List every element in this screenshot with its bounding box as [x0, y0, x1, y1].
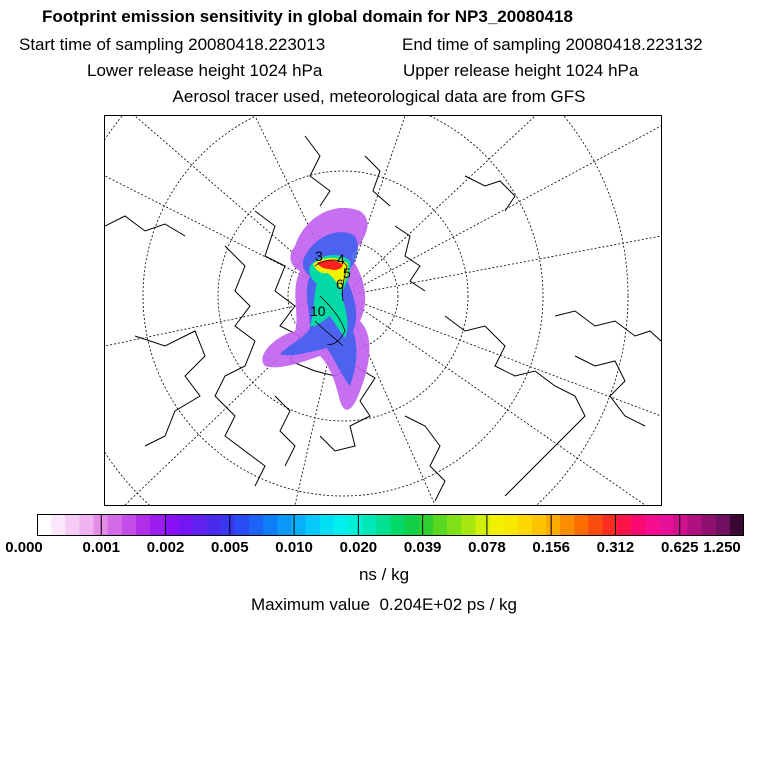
colorbar-tick-label: 0.020 [339, 539, 378, 556]
contour-label: 3 [315, 248, 323, 264]
colorbar-segment [730, 514, 744, 536]
colorbar-segment [207, 514, 222, 536]
colorbar-tick-label: 0.312 [596, 539, 635, 556]
colorbar-segment [136, 514, 151, 536]
colorbar-tick-label: 0.078 [468, 539, 506, 556]
colorbar-segment [489, 514, 504, 536]
colorbar-segment [277, 514, 292, 536]
colorbar-segment [235, 514, 250, 536]
tracer-info-label: Aerosol tracer used, meteorological data are from GFS [172, 87, 586, 106]
coastlines [105, 136, 661, 501]
colorbar-segment [433, 514, 448, 536]
contour-label: 4 [337, 251, 345, 267]
colorbar-segment [65, 514, 80, 536]
colorbar-segment [687, 514, 702, 536]
colorbar-segment [504, 514, 519, 536]
colorbar-segment [164, 514, 179, 536]
colorbar-tick-label: 1.250 [703, 539, 741, 556]
map-panel [104, 115, 662, 506]
colorbar-segment [263, 514, 278, 536]
plot-title: Footprint emission sensitivity in global domain for NP3_20080418 [42, 7, 573, 26]
colorbar-segment [150, 514, 165, 536]
colorbar-segment [178, 514, 193, 536]
colorbar-tick-label: 0.010 [275, 539, 313, 556]
colorbar-segment [419, 514, 434, 536]
colorbar-segment [348, 514, 363, 536]
colorbar-segment [659, 514, 674, 536]
polar-map [105, 116, 661, 505]
colorbar-segment [574, 514, 589, 536]
colorbar-segment [405, 514, 420, 536]
colorbar-segment [560, 514, 575, 536]
latitude-circles [105, 116, 628, 505]
colorbar-tick-label: 0.625 [660, 539, 699, 556]
colorbar-segment [306, 514, 321, 536]
colorbar-segment [673, 514, 688, 536]
colorbar-tick-label: 0.002 [146, 539, 185, 556]
colorbar-tick-label: 0.000 [5, 539, 43, 556]
lower-height-label: Lower release height 1024 hPa [87, 61, 323, 80]
colorbar-segment [716, 514, 731, 536]
colorbar-tick-label: 0.001 [82, 539, 121, 556]
colorbar-segment [461, 514, 476, 536]
colorbar-segment [532, 514, 547, 536]
contour-label: 10 [310, 303, 326, 319]
colorbar-segment [79, 514, 94, 536]
colorbar-segment [475, 514, 490, 536]
end-time-label: End time of sampling 20080418.223132 [402, 35, 703, 54]
colorbar [37, 514, 744, 536]
colorbar-units: ns / kg [358, 565, 410, 584]
meridian-lines [105, 116, 661, 505]
colorbar-tick-label: 0.039 [403, 539, 442, 556]
colorbar-segment [702, 514, 717, 536]
colorbar-tick-label: 0.156 [532, 539, 570, 556]
colorbar-segment [518, 514, 533, 536]
colorbar-segment [122, 514, 137, 536]
colorbar-segment [588, 514, 603, 536]
contour-label: 6 [336, 276, 344, 292]
colorbar-segment [320, 514, 335, 536]
colorbar-segment [334, 514, 349, 536]
colorbar-segment [391, 514, 406, 536]
start-time-label: Start time of sampling 20080418.223013 [19, 35, 326, 54]
colorbar-segment [546, 514, 561, 536]
colorbar-segment [108, 514, 123, 536]
colorbar-segment [617, 514, 632, 536]
colorbar-segment [249, 514, 264, 536]
colorbar-segment [37, 514, 52, 536]
colorbar-segment [51, 514, 66, 536]
colorbar-segment [221, 514, 236, 536]
colorbar-segment [376, 514, 391, 536]
colorbar-segment [447, 514, 462, 536]
max-value-label: Maximum value 0.204E+02 ps / kg [251, 595, 517, 614]
colorbar-segment [362, 514, 377, 536]
colorbar-segment [193, 514, 208, 536]
colorbar-segment [631, 514, 646, 536]
colorbar-tick-label: 0.005 [211, 539, 249, 556]
upper-height-label: Upper release height 1024 hPa [403, 61, 639, 80]
colorbar-segment [645, 514, 660, 536]
contour-label: 5 [343, 265, 351, 281]
